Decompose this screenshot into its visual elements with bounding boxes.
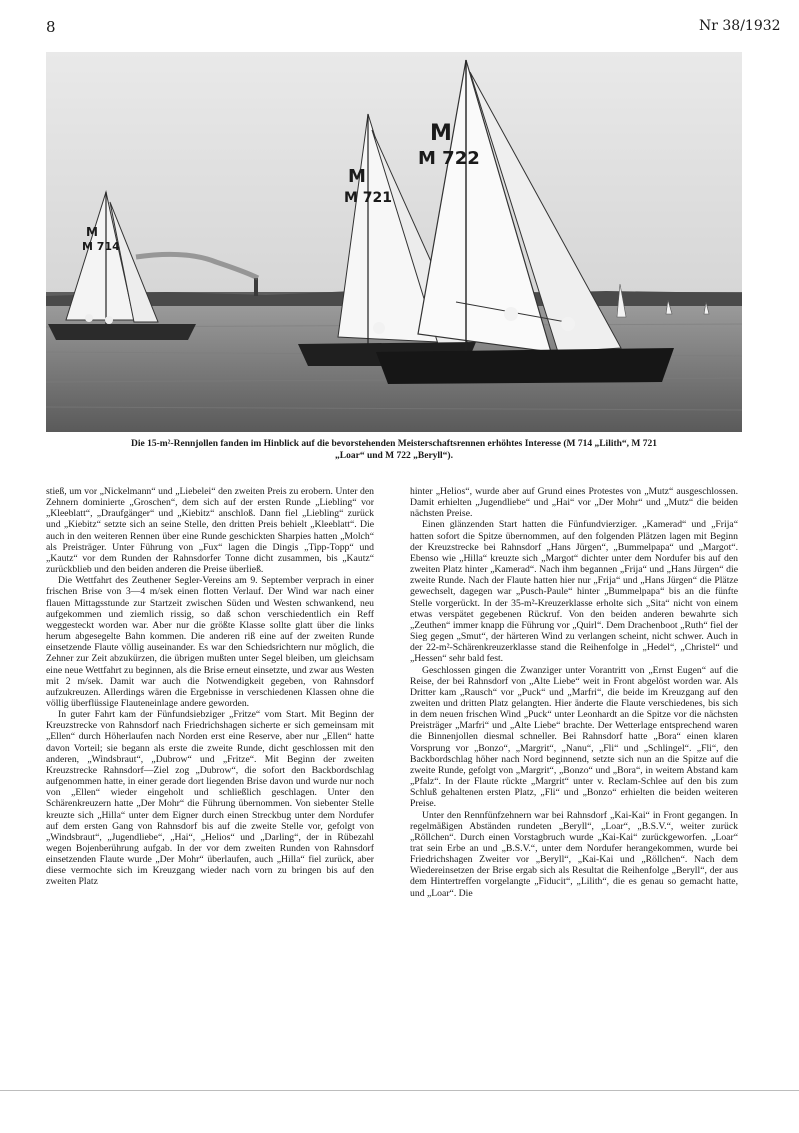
svg-text:M: M xyxy=(348,166,366,187)
bottom-rule xyxy=(0,1090,799,1091)
paragraph: Die Wettfahrt des Zeuthener Segler-Vereins am 9. September verprach in einer frischen Brise von 3—4 m/sek einen flotten Verlauf. Der Wind war nach einer flauen Mittagsstunde zur Startzeit zwischen Süden und Westen schwankend, neu aufgekommen und ziemlich rissig, so daß schon verschiedentlich ein Reff weggesteckt worden war. Aber nur die größte Klasse sollte glatt über die links herum abgesegelte Bahn kommen. Die anderen riß eine auf der zweiten Runde einsetzende Flaute völlig auseinander. Es war den Schiedsrichtern nur möglich, die Zehner zur Zeit abzukürzen, die übrigen mußten unter Segel bleiben, um gleichsam eine neue Wettfahrt zu beginnen, als die Brise erneut einsetzte, und zwar aus Westen mit 2 m/sek. Damit war auch die Notwendigkeit gegeben, von Rahnsdorf aufzukreuzen. Allerdings wären die Ergebnisse in verschiedenen Klassen ohne die völlig überflüssige Flauteneinlage andere geworden. xyxy=(46,575,374,709)
regatta-photo xyxy=(46,52,742,432)
issue-number: Nr 38/1932 xyxy=(699,18,781,34)
sail-number-722: M 722 xyxy=(418,148,480,169)
text-column-right xyxy=(410,486,738,1046)
paragraph: Einen glänzenden Start hatten die Fünfundvierziger. „Kamerad“ und „Frija“ hatten sofort die Spitze übernommen, auf den folgenden Plätzen lagen mit Beginn der Kreuzstrecke bei Rahnsdorf „Hans Jürgen“, „Bummelpapa“ und „Margot“. Ebenso wie „Hilla“ kreuzte sich „Margot“ dichter unter dem Nordufer bis auf den zweiten Platz hinter „Kamerad“. Nach ihm begannen „Frija“ und „Hans Jürgen“ die zweite Runde. Nach der Flaute hatten hier nur „Frija“ und „Hans Jürgen“ die Plätze gewechselt, dagegen war „Pusch-Paule“ hinter „Bummelpapa“ bis an die fünfte Stelle vorgerückt. In der 35-m²-Kreuzerklasse erholte sich „Sita“ nicht von einem etwas verspätet gegebenen Rückruf. Von den beiden anderen bewahrte sich „Zeuthen“ immer knapp die Führung vor „Quirl“. Dem Drachenboot „Ruth“ fiel der Sieg gegen „Smut“, der härteren Wind zu verlangen scheint, nicht schwer. Auch in der 22-m²-Schärenkreuzerklasse stand die Reihenfolge in „Hedel“, „Christel“ und „Hessen“ sehr bald fest. xyxy=(410,519,738,665)
sail-number-714: M 714 xyxy=(82,240,120,253)
svg-text:M: M xyxy=(86,225,98,239)
paragraph: Unter den Rennfünfzehnern war bei Rahnsdorf „Kai-Kai“ in Front gegangen. In regelmäßigen Abständen rundeten „Beryll“, „Loar“, „B.S.V.“, weiter zurück „Röllchen“. Durch einen Vorstagbruch wurde „Kai-Kai“ zurückgeworfen. „Loar“ trat sein Erbe an und „B.S.V.“, unter dem Nordufer herangekommen, wurde bei Friedrichshagen Zweiter vor „Beryll“, „Kai-Kai und „Röllchen“. Nach dem Wiedereinsetzen der Brise ergab sich als Resultat die Reihenfolge „Beryll“, der aus dem Hintertreffen vorgelangte „Fiducit“, „Lilith“, die es genau so gemacht hatte, und „Loar“. Die xyxy=(410,809,738,899)
caption-line-1: Die 15-m²-Rennjollen fanden im Hinblick auf die bevorstehenden Meisterschaftsrennen erhöhtes Interesse (M 714 „Lilith“, M 721 xyxy=(130,439,658,449)
paragraph: Geschlossen gingen die Zwanziger unter Vorantritt von „Ernst Eugen“ auf die Reise, der bei Rahnsdorf von „Alte Liebe“ weit in Front abgelöst worden war. Als Dritter kam „Rausch“ vor „Puck“ und „Marfri“, die beide im Kreuzgang auf den zweiten und dritten Platz gelangten. Hier änderte die Flaute verschiedenes, bis sich in dem neuen frischen Wind „Puck“ unter Leonhardt an die Spitze vor die nächsten Preisträger „Marfri“ und „Alte Liebe“ brachte. Der Wetterlage entsprechend waren die Binnenjollen diesmal schneller. Bei Rahnsdorf hatte „Bora“ einen klaren Vorsprung vor „Bonzo“, „Margrit“, „Nanu“, „Fli“ und „Schlingel“. „Fli“, den Backbordschlag höher nach Nord beginnend, setzte sich nun an die Spitze auf die zweite Runde, gefolgt von „Margrit“, „Bonzo“ und „Bora“, in weitem Abstand kam „Pfalz“. In der Flaute rückte „Margrit“ unter v. Reclam-Schlee auf den bis zum Schluß gehaltenen ersten Platz, „Fli“ und „Bonzo“ erhielten die beiden weiteren Preise. xyxy=(410,664,738,810)
caption-line-2: „Loar“ und M 722 „Beryll“). xyxy=(335,451,453,461)
text-column-left xyxy=(46,486,374,1046)
page-number: 8 xyxy=(46,18,56,36)
paragraph: hinter „Helios“, wurde aber auf Grund eines Protestes von „Mutz“ ausgeschlossen. Damit erhielten „Jugendliebe“ und „Hai“ vor „Der Mohr“ und „Mutz“ die beiden nächsten Preise. xyxy=(410,486,738,520)
svg-text:M: M xyxy=(430,121,452,146)
paragraph: In guter Fahrt kam der Fünfundsiebziger „Fritze“ vom Start. Mit Beginn der Kreuzstrecke von Rahnsdorf nach Friedrichshagen sicherte er sich gemeinsam mit „Ellen“ durch Höherlaufen nach Norden erst eine Reserve, aber nur „Ellen“ hatte davon Vorteil; sie begann als erste die zweite Runde, dicht geschlossen mit den anderen, „Windsbraut“, „Dubrow“ und „Fritze“. Mit Beginn der zweiten Kreuzstrecke Rahnsdorf—Ziel zog „Dubrow“, die sofort den Backbordschlag aufgenommen hatte, in einer gerade dort liegenden Brise davon und wurde nur noch von „Ellen“ wieder eingeholt und schließlich geschlagen. Unter den Schärenkreuzern hatte „Der Mohr“ die Führung übernommen. Von siebenter Stelle kreuzte sich „Hilla“ unter dem Eigner durch einen Streckbug unter dem Nordufer auf dem ersten Gang von Rahnsdorf bis auf die zweite Stelle vor, gefolgt von „Windsbraut“, „Jugendliebe“, „Hai“, „Helios“ und „Darling“, der in Rübezahl wegen Bojenberührung aufgab. In der vor dem zweiten Runden von Rahnsdorf einsetzenden Flaute wurde „Der Mohr“ überlaufen, auch „Hilla“ fiel zurück, aber diese vermochte sich im Kreuzgang wieder nach vorn zu bringen bis auf den zweiten Platz xyxy=(46,709,374,888)
photo-caption xyxy=(46,438,742,462)
sail-number-721: M 721 xyxy=(344,190,393,206)
paragraph: stieß, um vor „Nickelmann“ und „Liebelei“ den zweiten Preis zu erobern. Unter den Zehnern dominierte „Groschen“, dem sich auf der ersten Runde „Liebling“ vor „Kleeblatt“, „Draufgänger“ und „Kiebitz“ anschloß. Dann fiel „Liebling“ zurück und „Kiebitz“ setzte sich an seine Stelle, den dritten Preis behielt „Kleeblatt“. Die auch in den weiteren Rennen über eine Runde geschickten Sharpies hatten „Molch“ als Preisträger. Unter Führung von „Fux“ lagen die Dingis „Tipp-Topp“ und „Kautz“ vor dem Runden der Rahnsdorfer Tonne dicht zusammen, bis „Kautz“ zurückblieb und den beiden anderen die Preise überließ. xyxy=(46,486,374,576)
